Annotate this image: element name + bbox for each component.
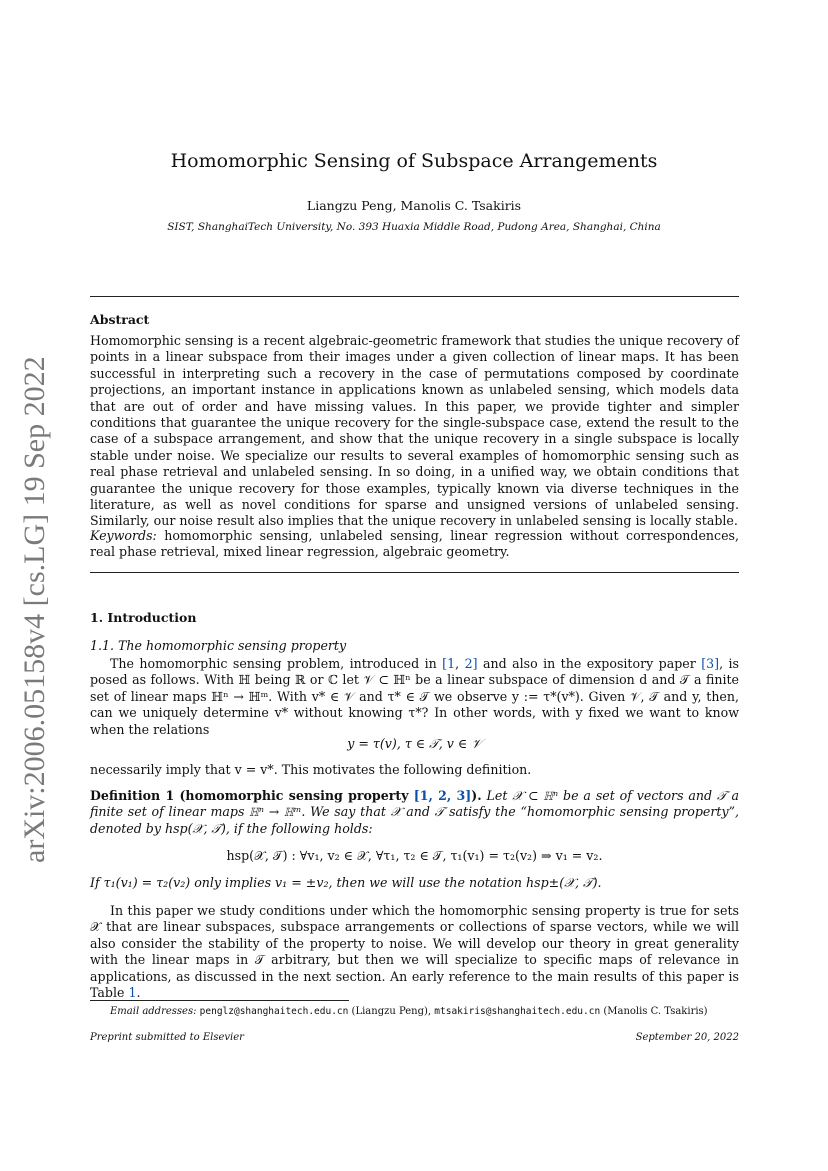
paper-authors: Liangzu Peng, Manolis C. Tsakiris (306, 198, 522, 213)
keywords-label: Keywords: (90, 528, 157, 543)
email-2-owner: (Manolis C. Tsakiris) (600, 1006, 708, 1017)
intro-text: , is posed as follows. With ℍ being ℝ or ℂ let 𝒱 ⊂ ℍⁿ be a linear subspace of dimension d and 𝒯 a finite set of linear maps ℍⁿ → ℍᵐ. With v* ∈ 𝒱 and τ* ∈ 𝒯 we observe y := τ*(v*). Given 𝒱, 𝒯 and y, then, can we uniquely determine v* without knowing τ*? In other words, with y fixed we want to know when the relations (90, 656, 740, 737)
abstract-top-rule (90, 296, 739, 297)
footnote-rule (90, 1000, 349, 1001)
equation-hsp: hsp(𝒳, 𝒯) : ∀v₁, v₂ ∈ 𝒳, ∀τ₁, τ₂ ∈ 𝒯, τ₁(v₁) = τ₂(v₂) ⇒ v₁ = v₂. (226, 848, 603, 863)
intro-paragraph-4 (90, 903, 739, 1001)
definition-text: Let 𝒳 ⊂ ℍⁿ be a set of vectors and 𝒯 a finite set of linear maps ℍⁿ → ℍᵐ. We say that 𝒳 and 𝒯 satisfy the “homomorphic sensing property”, denoted by hsp(𝒳, 𝒯), if the following holds: (90, 788, 739, 836)
intro-text: . (136, 985, 141, 1001)
abstract-text: Homomorphic sensing is a recent algebraic-geometric framework that studies the unique recovery of points in a linear subspace from their images under a given collection of linear maps. It has been successful in interpreting such a recovery in the case of permutations composed by coordinate projections, an important instance in applications known as unlabeled sensing, which models data that are out of order and have missing values. In this paper, we provide tighter and simpler conditions that guarantee the unique recovery for the single-subspace case, extend the result to the case of a subspace arrangement, and show that the unique recovery in a single subspace is locally stable under noise. We specialize our results to several examples of homomorphic sensing such as real phase retrieval and unlabeled sensing. In so doing, in a unified way, we obtain conditions that guarantee the unique recovery for those examples, typically known via diverse techniques in the literature, as well as novel conditions for sparse and unsigned versions of unlabeled sensing. Similarly, our noise result also implies that the unique recovery in unlabeled sensing is locally stable. (90, 333, 739, 529)
citation-separator: , (455, 656, 465, 671)
definition-1 (90, 788, 739, 837)
equation-relations: y = τ(v), τ ∈ 𝒯, v ∈ 𝒱 (347, 736, 482, 751)
definition-label-close: ). (471, 788, 482, 803)
abstract-bottom-rule (90, 572, 739, 573)
intro-text: and also in the expository paper (477, 656, 702, 671)
footnote-emails (90, 1006, 739, 1017)
arxiv-sidebar-stamp: arXiv:2006.05158v4 [cs.LG] 19 Sep 2022 (18, 356, 51, 863)
email-2[interactable]: mtsakiris@shanghaitech.edu.cn (434, 1006, 601, 1017)
keywords-text: homomorphic sensing, unlabeled sensing, linear regression without correspondences, real phase retrieval, mixed linear regression, algebraic geometry. (90, 528, 739, 560)
definition-label: Definition 1 (homomorphic sensing property (90, 788, 414, 803)
email-label: Email addresses: (110, 1006, 197, 1017)
intro-text: The homomorphic sensing problem, introduced in (110, 656, 443, 671)
intro-paragraph-2: necessarily imply that v = v*. This motivates the following definition. (90, 762, 532, 777)
section-heading: 1. Introduction (90, 610, 197, 625)
email-1-owner: (Liangzu Peng), (348, 1006, 435, 1017)
keywords (90, 528, 739, 561)
abstract-heading: Abstract (90, 312, 150, 327)
definition-citation-link[interactable]: [1, 2, 3] (413, 788, 472, 803)
subsection-heading: 1.1. The homomorphic sensing property (90, 638, 347, 653)
intro-text: In this paper we study conditions under which the homomorphic sensing property is true for sets 𝒳 that are linear subspaces, subspace arrangements or collections of sparse vectors, while we will also consider the stability of the property to noise. We will develop our theory in great generality with the linear maps in 𝒯 arbitrary, but then we will specialize to specific maps of relevance in applications, as discussed in the next section. An early reference to the main results of this paper is Table (90, 903, 739, 1001)
intro-paragraph-3: If τ₁(v₁) = τ₂(v₂) only implies v₁ = ±v₂, then we will use the notation hsp±(𝒳, 𝒯). (90, 875, 602, 890)
citation-link-1[interactable]: [1 (442, 656, 456, 671)
citation-link-2[interactable]: 2] (464, 656, 478, 671)
preprint-date: September 20, 2022 (635, 1032, 739, 1043)
preprint-note: Preprint submitted to Elsevier (90, 1032, 244, 1043)
intro-paragraph-1 (90, 656, 739, 738)
email-1[interactable]: penglz@shanghaitech.edu.cn (199, 1006, 349, 1017)
table-reference-link[interactable]: 1 (128, 985, 137, 1001)
paper-title: Homomorphic Sensing of Subspace Arrangements (170, 150, 658, 172)
citation-link-3[interactable]: [3] (701, 656, 720, 671)
paper-affiliation: SIST, ShanghaiTech University, No. 393 Huaxia Middle Road, Pudong Area, Shanghai, China (167, 221, 661, 233)
